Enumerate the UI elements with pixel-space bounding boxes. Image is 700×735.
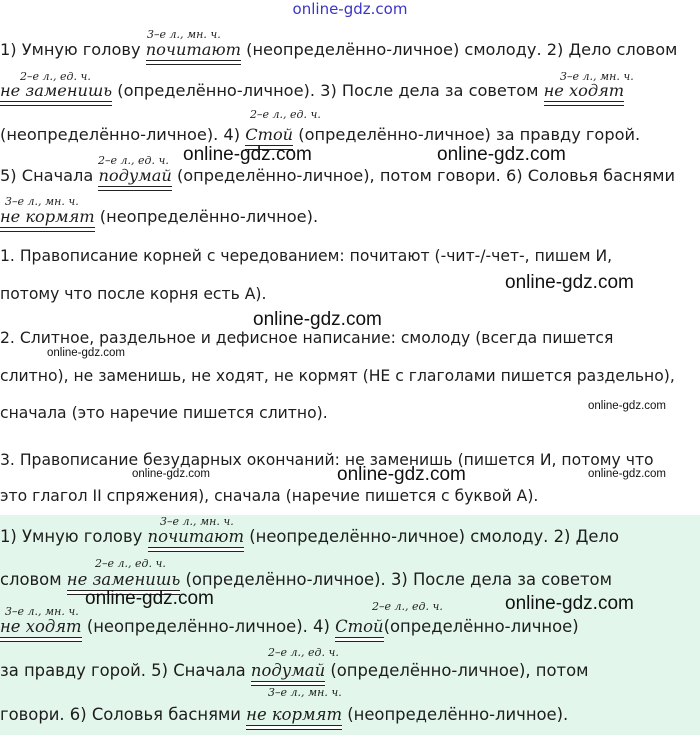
predicate: не заменишь [66,570,181,589]
watermark: online-gdz.com [588,468,666,480]
annotation: 2–е л., ед. ч. [250,108,321,121]
explain-line: 3. Правописание безударных окончаний: не заменишь (пишется И, потому что [0,451,654,469]
watermark: online-gdz.com [588,400,666,412]
text-line: не кормят (неопределённо-личное). [0,207,319,226]
watermark: online-gdz.com [337,464,466,485]
watermark: online-gdz.com [132,468,210,480]
watermark: online-gdz.com [253,309,382,330]
predicate: не ходят [543,81,625,100]
annotation: 3–е л., мн. ч. [160,515,234,528]
text-line: 1) Умную голову почитают (неопределённо-личное) смолоду. 2) Дело [0,527,620,546]
annotation: 2–е л., ед. ч. [20,70,91,83]
text-line: не заменишь (определённо-личное). 3) После дела за советом не ходят [0,81,625,100]
watermark: online-gdz.com [505,272,634,293]
predicate: почитают [147,527,244,546]
predicate: Стой [335,617,384,636]
predicate: Стой [245,125,294,144]
annotation: 3–е л., мн. ч. [5,605,79,618]
text-line: говори. 6) Соловья баснями не кормят (неопределённо-личное). [0,705,569,724]
predicate: не ходят [0,617,82,636]
annotation: 2–е л., ед. ч. [268,646,339,659]
annotation: 3–е л., мн. ч. [5,195,79,208]
explain-line: 2. Слитное, раздельное и дефисное написание: смолоду (всегда пишется [0,329,614,347]
predicate: не кормят [0,207,95,226]
annotation: 3–е л., мн. ч. [147,28,221,41]
annotation: 2–е л., ед. ч. [372,600,443,613]
watermark: online-gdz.com [183,144,312,165]
predicate: подумай [98,166,172,185]
annotation: 3–е л., мн. ч. [268,686,342,699]
watermark: online-gdz.com [47,347,125,359]
annotation: 2–е л., ед. ч. [98,154,169,167]
predicate: подумай [250,661,326,680]
explain-line: это глагол II спряжения), сначала (наречие пишется с буквой А). [0,487,539,505]
predicate: не заменишь [0,81,113,100]
predicate: не кормят [246,705,343,724]
text-line: не ходят (неопределённо-личное). 4) Стой(определённо-личное) [0,617,579,636]
watermark: online-gdz.com [437,144,566,165]
text-line: за правду горой. 5) Сначала подумай (определённо-личное), потом [0,661,589,680]
predicate: почитают [145,40,241,59]
explain-line: 1. Правописание корней с чередованием: почитают (-чит-/-чет-, пишем И, [0,247,613,265]
text-line: (неопределённо-личное). 4) Стой (определённо-личное) за правду горой. [0,125,641,144]
explain-line: слитно), не заменишь, не ходят, не кормят (НЕ с глаголами пишется раздельно), [0,367,675,385]
text-line: 5) Сначала подумай (определённо-личное), потом говори. 6) Соловья баснями [0,166,675,185]
text-line: 1) Умную голову почитают (неопределённо-личное) смолоду. 2) Дело словом [0,40,678,59]
explain-line: сначала (это наречие пишется слитно). [0,404,328,422]
explain-line: потому что после корня есть А). [0,285,267,303]
annotation: 2–е л., ед. ч. [95,557,166,570]
watermark: online-gdz.com [85,588,214,609]
site-header[interactable]: online-gdz.com [292,0,408,18]
watermark: online-gdz.com [505,593,634,614]
text-line: словом не заменишь (определённо-личное). 3) После дела за советом [0,570,612,589]
annotation: 3–е л., мн. ч. [560,70,634,83]
